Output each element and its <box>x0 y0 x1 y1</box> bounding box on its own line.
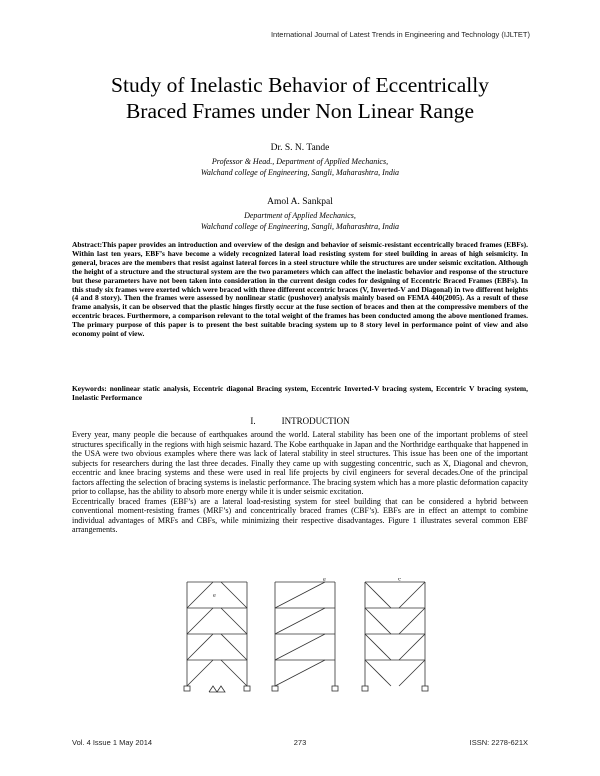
author-block-1 <box>0 142 600 178</box>
section-heading <box>0 416 600 427</box>
journal-header: International Journal of Latest Trends in Engineering and Technology (IJLTET) <box>270 30 530 39</box>
ebf-arrangements-figure <box>175 578 435 700</box>
paper-title <box>0 72 600 124</box>
author-affiliation: Professor & Head., Department of Applied Mechanics, <box>211 157 389 166</box>
footer-page-number: 273 <box>293 738 307 747</box>
section-title: INTRODUCTION <box>281 416 350 426</box>
footer-volume: Vol. 4 Issue 1 May 2014 <box>72 738 153 747</box>
author-affiliation: Walchand college of Engineering, Sangli, Maharashtra, India <box>200 221 400 231</box>
page-footer <box>72 738 528 750</box>
link-label: e <box>398 578 401 583</box>
abstract: Abstract:This paper provides an introduction and overview of the design and behavior of seismic-resistant eccentrically braced frames (EBFs). Within last ten years, EBF’s have become a widely recognized lateral load resisting system for steel building in areas of high seismicity. In general, braces are the members that resist against lateral forces in a steel structure while the structures are under seismic excitation. Although the height of a structure and the structural system are the two parameters which can affect the inelastic behavior and response of the structure but these parameters have not been taken into consideration in the current design codes for designing of Eccentric Braced Frames (EBFs). In this study six frames were exerted which were braced with three different eccentric braces (V, Inverted-V and Diagonal) in two different heights (4 and 8 story). Then the frames were assessed by nonlinear static (pushover) analysis mainly based on FEMA 440(2005). As a result of these frame analysis, it can be observed that the plastic hinges firstly occur at the fuse section of braces and then at the compressive members of the eccentric braces. Furthermore, a comparison relevant to the total weight of the frames has been conducted among the above mentioned frames. The primary purpose of this paper is to present the best suitable bracing system up to 8 story level in performance point of view and also economy point of view. <box>72 240 528 339</box>
link-label: e <box>323 578 326 583</box>
paragraph: Every year, many people die because of earthquakes around the world. Lateral stability has been one of the important problems of steel structures specifically in the regions with high seismic hazard. The Kobe earthquake in Japan and the Northridge earthquake that happened in the USA were two obvious examples where there was lack of lateral stability in steel structures. This issue has been one of the important subjects for researchers during the last three decades. Finally they came up with suggesting concentric, such as X, Diagonal and chevron, eccentric and knee bracing systems and these were used in real life projects by civil engineers for several decades.One of the principal factors affecting the selection of bracing systems is inelastic performance. The bracing system which has a more plastic deformation capacity prior to collapse, has the ability to absorb more energy while it is under seismic excitation. <box>72 430 528 497</box>
frame-inverted-v <box>184 582 250 692</box>
frame-v <box>362 582 428 691</box>
title-line-1: Study of Inelastic Behavior of Eccentrically <box>111 73 489 97</box>
link-label: e <box>213 592 216 599</box>
author-name: Amol A. Sankpal <box>267 197 333 207</box>
title-line-2: Braced Frames under Non Linear Range <box>125 99 475 123</box>
author-affiliation: Walchand college of Engineering, Sangli, Maharashtra, India <box>200 167 400 177</box>
author-affiliation: Department of Applied Mechanics, <box>244 211 356 220</box>
author-block-2 <box>0 196 600 232</box>
keywords: Keywords: nonlinear static analysis, Eccentric diagonal Bracing system, Eccentric Inverted-V bracing system, Eccentric V bracing system, Inelastic Performance <box>72 384 528 402</box>
author-name: Dr. S. N. Tande <box>270 143 330 153</box>
section-number: I. <box>250 416 256 426</box>
footer-issn: ISSN: 2278-621X <box>469 738 528 747</box>
paragraph: Eccentrically braced frames (EBF’s) are a lateral load-resisting system for steel building that can be considered a hybrid between conventional moment-resisting frames (MRF’s) and concentrically braced frames (CBF’s). EBFs are in effect an attempt to combine individual advantages of MRFs and CBFs, while minimizing their respective disadvantages. Figure 1 illustrates several common EBF arrangements. <box>72 496 528 535</box>
frame-diagonal <box>272 582 338 691</box>
introduction-body <box>72 430 528 535</box>
